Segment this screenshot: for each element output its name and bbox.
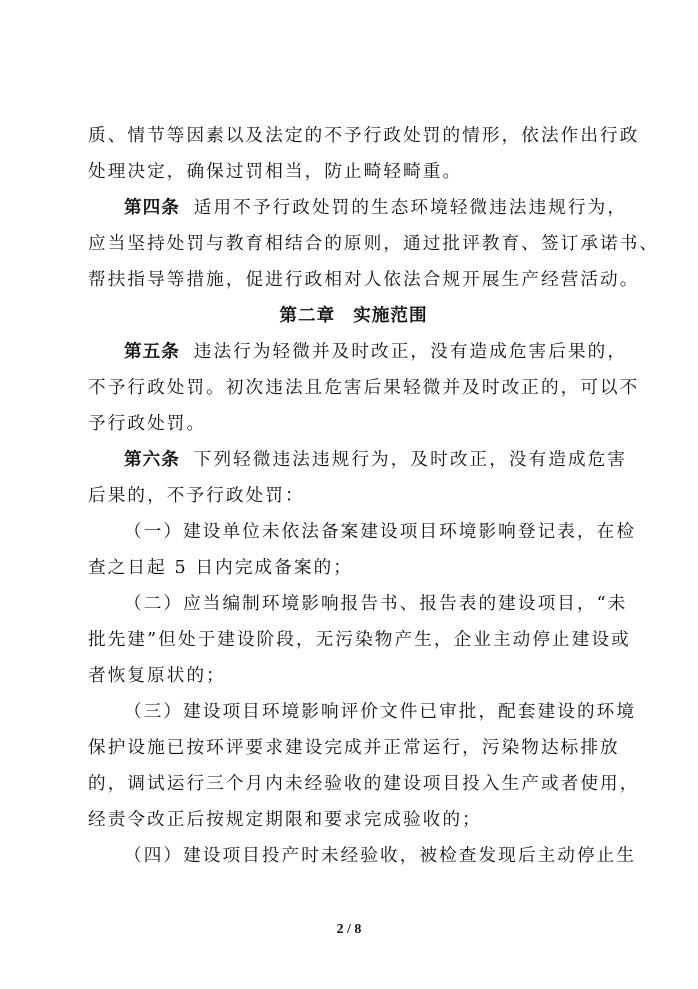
chapter-number: 第二章: [279, 306, 336, 326]
text-line: 应当坚持处罚与教育相结合的原则，通过批评教育、签订承诺书、: [88, 234, 660, 254]
text-line: 质、情节等因素以及法定的不予行政处罚的情形，依法作出行政: [88, 126, 640, 146]
text-line: [88, 334, 628, 370]
list-item-4: [88, 838, 637, 874]
text-line: （二）应当编制环境影响报告书、报告表的建设项目，“未: [124, 594, 628, 614]
article-text: 违法行为轻微并及时改正，没有造成危害后果的，: [193, 342, 628, 362]
text-line: 不予行政处罚。初次违法且危害后果轻微并及时改正的，可以不: [88, 378, 640, 398]
text-line: 经责令改正后按规定期限和要求完成验收的；: [88, 810, 482, 830]
article-text: 适用不予行政处罚的生态环境轻微违法违规行为，: [193, 198, 628, 218]
text-line: [88, 442, 628, 478]
text-line: （一）建设单位未依法备案建设项目环境影响登记表，在检: [124, 522, 637, 542]
chapter-heading: [88, 298, 619, 334]
paragraph-continuation: [88, 118, 640, 190]
list-item-1: [88, 514, 637, 586]
list-item-2: [88, 586, 631, 694]
article-6: [88, 442, 628, 514]
text-line: 帮扶指导等措施，促进行政相对人依法合规开展生产经营活动。: [88, 270, 640, 290]
text-line: [88, 190, 628, 226]
text-line: 者恢复原状的；: [88, 666, 226, 686]
article-heading: 第六条: [124, 450, 180, 470]
text-line: 批先建”但处于建设阶段，无污染物产生，企业主动停止建设或: [88, 630, 631, 650]
text-line: 保护设施已按环评要求建设完成并正常运行，污染物达标排放: [88, 738, 620, 758]
page-number: 2 / 8: [336, 922, 362, 937]
list-item-3: [88, 694, 640, 838]
text-line: 后果的，不予行政处罚：: [88, 486, 305, 506]
text-line: 的，调试运行三个月内未经验收的建设项目投入生产或者使用，: [88, 774, 640, 794]
article-4: [88, 190, 660, 298]
text-line: 予行政处罚。: [88, 414, 207, 434]
document-body: [88, 118, 660, 874]
article-heading: 第五条: [124, 342, 180, 362]
text-line: 处理决定，确保过罚相当，防止畸轻畸重。: [88, 162, 463, 182]
chapter-title: 实施范围: [353, 306, 428, 326]
article-heading: 第四条: [124, 198, 180, 218]
article-text: 下列轻微违法违规行为，及时改正，没有造成危害: [193, 450, 628, 470]
text-line: （三）建设项目环境影响评价文件已审批，配套建设的环境: [124, 702, 637, 722]
text-line: 查之日起 5 日内完成备案的；: [88, 558, 354, 578]
text-line: （四）建设项目投产时未经验收，被检查发现后主动停止生: [124, 846, 637, 866]
article-5: [88, 334, 640, 442]
